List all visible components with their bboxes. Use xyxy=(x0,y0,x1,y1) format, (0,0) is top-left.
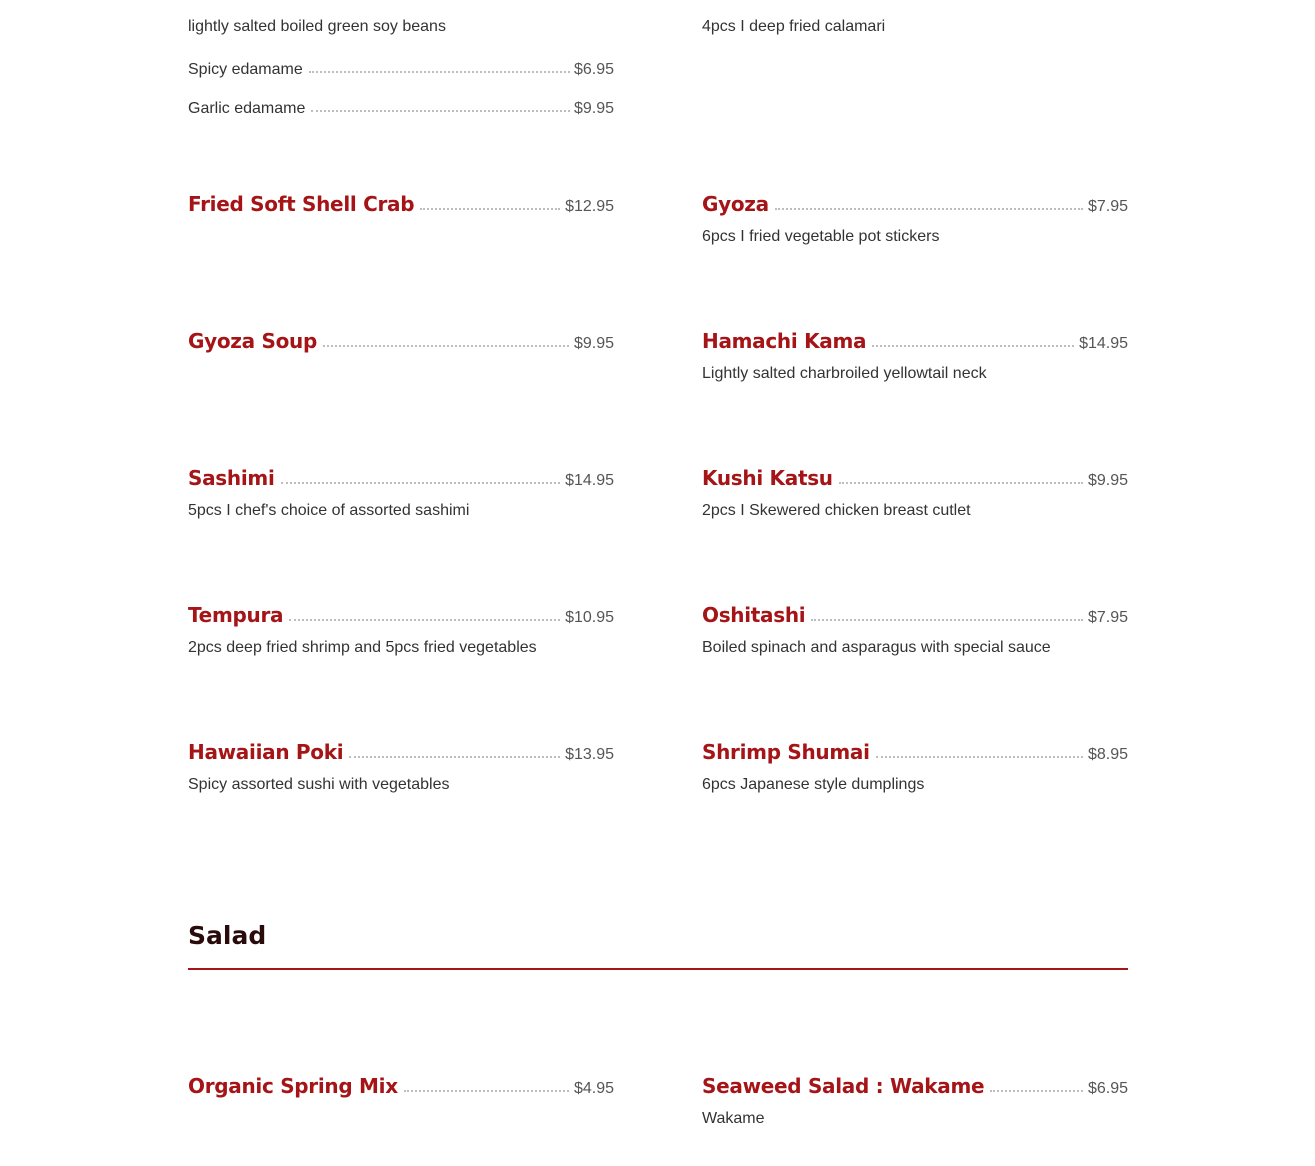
menu-item-organic-spring-mix xyxy=(188,1074,614,1098)
leader-dots xyxy=(309,70,570,73)
item-price: $8.95 xyxy=(1087,746,1128,763)
leader-dots xyxy=(349,755,560,758)
menu-item-oshitashi xyxy=(702,603,1128,657)
leader-dots xyxy=(872,344,1074,347)
item-price: $9.95 xyxy=(1087,472,1128,489)
item-price: $9.95 xyxy=(573,335,614,352)
menu-item-hawaiian-poki xyxy=(188,740,614,794)
item-price: $4.95 xyxy=(573,1080,614,1097)
item-price: $6.95 xyxy=(1087,1080,1128,1097)
leader-dots xyxy=(404,1089,569,1092)
menu-item-seaweed-salad-wakame xyxy=(702,1074,1128,1128)
item-price: $14.95 xyxy=(565,472,614,489)
garlic-edamame-name: Garlic edamame xyxy=(188,100,306,117)
item-price: $7.95 xyxy=(1087,609,1128,626)
menu-item-sashimi xyxy=(188,466,614,520)
item-description: 2pcs I Skewered chicken breast cutlet xyxy=(702,502,971,519)
item-name: Gyoza Soup xyxy=(188,329,317,353)
menu-item-hamachi-kama xyxy=(702,329,1128,383)
menu-item-gyoza-soup xyxy=(188,329,614,353)
item-description: Boiled spinach and asparagus with special sauce xyxy=(702,639,1051,656)
menu-item-gyoza xyxy=(702,192,1128,246)
leader-dots xyxy=(775,207,1083,210)
item-price: $10.95 xyxy=(565,609,614,626)
item-price: $14.95 xyxy=(1079,335,1128,352)
item-name: Hawaiian Poki xyxy=(188,740,344,764)
menu-item-tempura xyxy=(188,603,614,657)
item-name: Fried Soft Shell Crab xyxy=(188,192,415,216)
item-name: Sashimi xyxy=(188,466,275,490)
item-description: 6pcs I fried vegetable pot stickers xyxy=(702,228,940,245)
menu-item-fried-soft-shell-crab xyxy=(188,192,614,216)
leader-dots xyxy=(990,1089,1083,1092)
edamame-description: lightly salted boiled green soy beans xyxy=(188,18,446,35)
garlic-edamame-price: $9.95 xyxy=(573,100,614,117)
spicy-edamame-price: $6.95 xyxy=(573,61,614,78)
item-description: Lightly salted charbroiled yellowtail neck xyxy=(702,365,987,382)
item-price: $13.95 xyxy=(565,746,614,763)
item-name: Seaweed Salad : Wakame xyxy=(702,1074,985,1098)
item-name: Shrimp Shumai xyxy=(702,740,870,764)
item-description: 6pcs Japanese style dumplings xyxy=(702,776,925,793)
leader-dots xyxy=(281,481,561,484)
leader-dots xyxy=(323,344,569,347)
item-description: Wakame xyxy=(702,1110,765,1127)
menu-item-shrimp-shumai xyxy=(702,740,1128,794)
item-name: Tempura xyxy=(188,603,284,627)
menu-item-kushi-katsu xyxy=(702,466,1128,520)
item-name: Kushi Katsu xyxy=(702,466,833,490)
garlic-edamame-row xyxy=(188,100,614,118)
leader-dots xyxy=(811,618,1083,621)
item-name: Hamachi Kama xyxy=(702,329,867,353)
item-description: 5pcs I chef's choice of assorted sashimi xyxy=(188,502,470,519)
leader-dots xyxy=(289,618,560,621)
item-price: $7.95 xyxy=(1087,198,1128,215)
item-price: $12.95 xyxy=(565,198,614,215)
spicy-edamame-row xyxy=(188,61,614,79)
leader-dots xyxy=(311,109,570,112)
section-divider xyxy=(188,968,1128,970)
item-name: Oshitashi xyxy=(702,603,806,627)
leader-dots xyxy=(876,755,1083,758)
leader-dots xyxy=(839,481,1083,484)
spicy-edamame-name: Spicy edamame xyxy=(188,61,303,78)
leader-dots xyxy=(420,207,560,210)
calamari-description: 4pcs I deep fried calamari xyxy=(702,18,886,35)
item-description: Spicy assorted sushi with vegetables xyxy=(188,776,450,793)
item-name: Gyoza xyxy=(702,192,769,216)
item-description: 2pcs deep fried shrimp and 5pcs fried vegetables xyxy=(188,639,537,656)
section-title-salad: Salad xyxy=(188,921,267,950)
item-name: Organic Spring Mix xyxy=(188,1074,398,1098)
